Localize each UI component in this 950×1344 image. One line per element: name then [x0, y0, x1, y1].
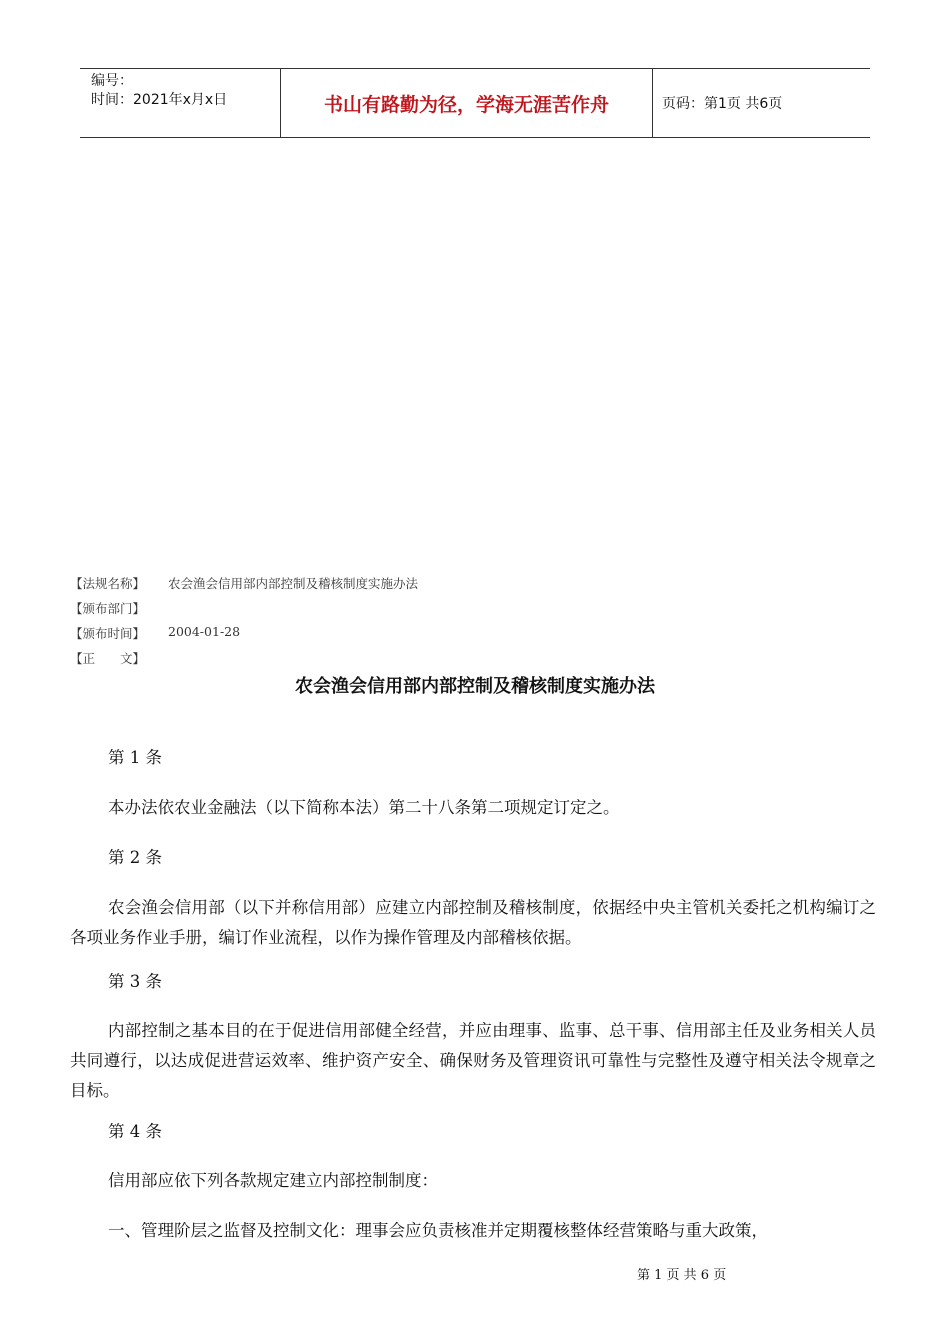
article-2-text: 农会渔会信用部（以下并称信用部）应建立内部控制及稽核制度，依据经中央主管机关委托之机构编订之各项业务作业手册，编订作业流程，以作为操作管理及内部稽核依据。	[70, 898, 876, 947]
meta-key: 【法规名称】	[70, 576, 146, 591]
article-3-heading: 第 3 条	[108, 972, 162, 991]
motto: 书山有路勤为径，学海无涯苦作舟	[281, 69, 653, 137]
article-1-text: 本办法依农业金融法（以下简称本法）第二十八条第二项规定订定之。	[108, 798, 620, 817]
article-4-heading: 第 4 条	[108, 1122, 162, 1141]
header-info-cell	[80, 69, 281, 137]
meta-key: 【颁布部门】	[70, 601, 146, 616]
document-header	[80, 68, 870, 138]
article-4-text: 信用部应依下列各款规定建立内部控制制度：	[108, 1171, 438, 1190]
meta-row-department	[70, 599, 168, 617]
page-number-label: 页码：第1页 共6页	[662, 96, 783, 112]
document-title: 农会渔会信用部内部控制及稽核制度实施办法	[295, 676, 655, 697]
meta-value: 农会渔会信用部内部控制及稽核制度实施办法	[168, 576, 419, 591]
number-label: 编号：	[91, 73, 133, 89]
article-1-heading: 第 1 条	[108, 748, 162, 767]
time-label: 时间：2021年x月x日	[91, 92, 228, 108]
meta-row-body	[70, 649, 168, 667]
article-3-text: 内部控制之基本目的在于促进信用部健全经营，并应由理事、监事、总干事、信用部主任及业务相关人员共同遵行，以达成促进营运效率、维护资产安全、确保财务及管理资讯可靠性与完整性及遵守相关法令规章之目标。	[70, 1021, 876, 1100]
page-footer: 第 1 页 共 6 页	[637, 1268, 727, 1283]
meta-row-date	[70, 624, 240, 642]
meta-row-name	[70, 574, 418, 592]
article-4-item-1: 一、管理阶层之监督及控制文化：理事会应负责核准并定期覆核整体经营策略与重大政策，	[108, 1221, 768, 1240]
meta-key: 【正 文】	[70, 651, 146, 666]
meta-key: 【颁布时间】	[70, 626, 146, 641]
meta-value: 2004-01-28	[168, 624, 241, 639]
article-2-heading: 第 2 条	[108, 848, 162, 867]
